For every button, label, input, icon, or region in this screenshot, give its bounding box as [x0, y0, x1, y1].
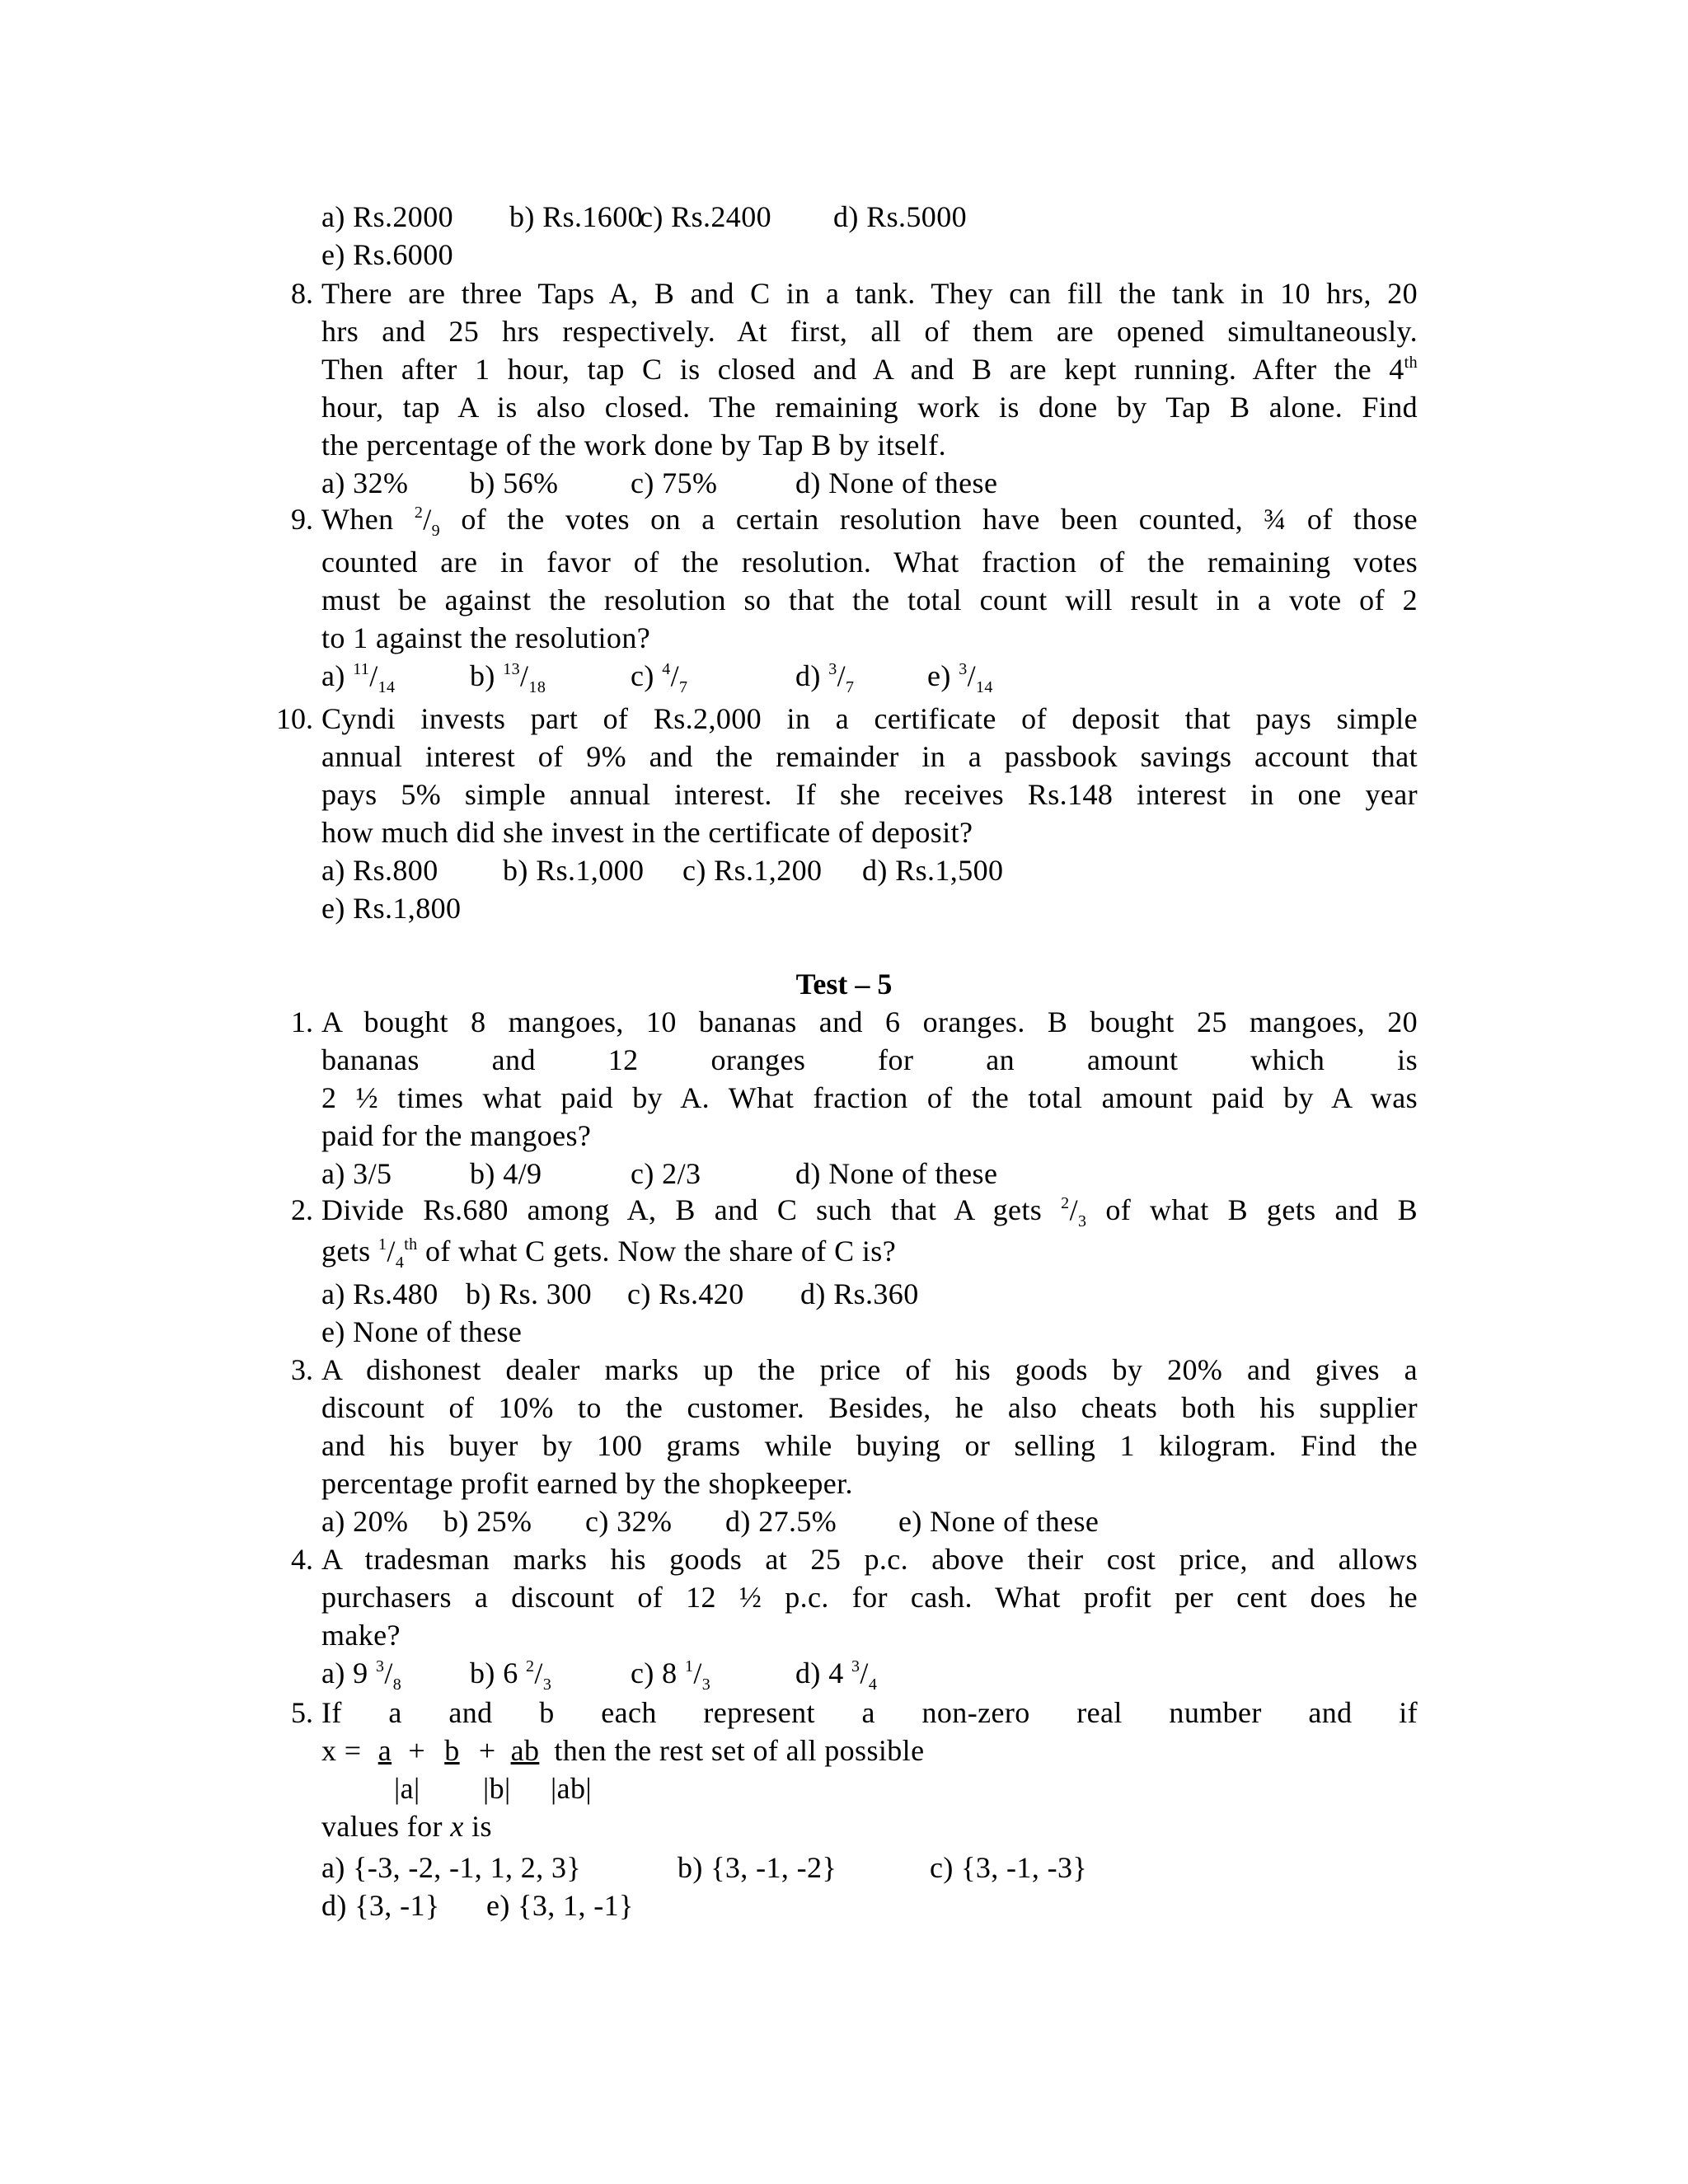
question-text: If a and b each represent a non-zero real number and if: [321, 1696, 1418, 1729]
question-number: 2.: [291, 1193, 313, 1226]
denominator-a: |a|: [394, 1772, 420, 1805]
question-text: discount of 10% to the customer. Besides, he also cheats both his supplier: [321, 1391, 1418, 1424]
option-b: b) $^{13}/_{18}$: [470, 659, 546, 696]
question-text: Then after 1 hour, tap C is closed and A and B are kept running. After the 4th: [321, 353, 1418, 386]
option-d: d) None of these: [795, 466, 998, 499]
option-d: d) Rs.5000: [833, 200, 968, 233]
question-text: to 1 against the resolution?: [321, 621, 651, 654]
option-a: a) Rs.480: [321, 1277, 438, 1310]
options-line: [321, 1275, 1418, 1313]
question-text: A tradesman marks his goods at 25 p.c. above their cost price, and allows: [321, 1543, 1418, 1576]
question-number: 5.: [291, 1696, 313, 1729]
question-text: A dishonest dealer marks up the price of his goods by 20% and gives a: [321, 1353, 1418, 1386]
options-line: [321, 657, 1418, 695]
denominator-b: |b|: [483, 1772, 511, 1805]
option-c: c) 75%: [631, 466, 718, 499]
option-b: b) 56%: [470, 466, 559, 499]
question-number: 4.: [291, 1543, 313, 1576]
equation-denominators: [394, 1769, 1490, 1807]
option-c: c) 8 $^1/_3$: [631, 1657, 711, 1694]
question-text: percentage profit earned by the shopkeeper.: [321, 1467, 853, 1500]
question-text: purchasers a discount of 12 ½ p.c. for cash. What profit per cent does he: [321, 1581, 1418, 1614]
question-text: how much did she invest in the certificate of deposit?: [321, 816, 973, 849]
option-a: a) 20%: [321, 1505, 409, 1538]
option-a: a) Rs.2000: [321, 200, 453, 233]
option-e: e) None of these: [898, 1505, 1100, 1538]
option-e: e) Rs.1,800: [321, 892, 462, 925]
question-text: make?: [321, 1619, 401, 1652]
option-e: e) Rs.6000: [321, 238, 453, 271]
question-text: There are three Taps A, B and C in a tank. They can fill the tank in 10 hrs, 20: [321, 277, 1418, 310]
option-b: b) {3, -1, -2}: [678, 1851, 837, 1884]
options-line: [321, 1502, 1418, 1540]
option-a: a) 9 $^3/_8$: [321, 1657, 402, 1694]
question-text: hour, tap A is also closed. The remaining work is done by Tap B alone. Find: [321, 391, 1418, 424]
option-d: d) {3, -1}: [321, 1889, 440, 1922]
q7-options-line: [321, 198, 1418, 236]
options-line: [321, 1654, 1418, 1692]
option-c: c) Rs.420: [627, 1277, 744, 1310]
option-d: d) 4 $^3/_4$: [795, 1657, 878, 1694]
option-e: e) {3, 1, -1}: [486, 1889, 634, 1922]
question-text: must be against the resolution so that the total count will result in a vote of 2: [321, 583, 1418, 616]
option-c: c) {3, -1, -3}: [930, 1851, 1088, 1884]
question-text: A bought 8 mangoes, 10 bananas and 6 oranges. B bought 25 mangoes, 20: [321, 1005, 1418, 1038]
options-line: [321, 1155, 1418, 1193]
question-number: 9.: [291, 503, 313, 536]
option-b: b) Rs.1,000: [503, 854, 645, 887]
section-heading: Test – 5: [795, 968, 893, 1001]
question-text: pays 5% simple annual interest. If she receives Rs.148 interest in one year: [321, 778, 1418, 811]
option-c: c) Rs.2400: [640, 200, 771, 233]
option-b: b) 4/9: [470, 1157, 542, 1190]
option-c: c) 2/3: [631, 1157, 701, 1190]
question-text: hrs and 25 hrs respectively. At first, all of them are opened simultaneously.: [321, 315, 1418, 348]
options-line: [321, 1886, 1418, 1924]
question-number: 1.: [291, 1005, 313, 1038]
option-d: d) $^3/_7$: [795, 659, 855, 696]
options-line: [321, 464, 1418, 502]
option-e: e) $^3/_{14}$: [927, 659, 993, 696]
option-e: e) None of these: [321, 1315, 523, 1348]
option-a: a) {-3, -2, -1, 1, 2, 3}: [321, 1851, 582, 1884]
question-text: annual interest of 9% and the remainder in a passbook savings account that: [321, 740, 1418, 773]
option-d: d) Rs.360: [800, 1277, 919, 1310]
option-d: d) None of these: [795, 1157, 998, 1190]
question-text: the percentage of the work done by Tap B by itself.: [321, 429, 946, 462]
question-text: Cyndi invests part of Rs.2,000 in a certificate of deposit that pays simple: [321, 702, 1418, 735]
question-text: and his buyer by 100 grams while buying or selling 1 kilogram. Find the: [321, 1429, 1418, 1462]
option-b: b) 6 $^2/_3$: [470, 1657, 552, 1694]
equation-line: x = a + b + ab then the rest set of all possible: [321, 1734, 925, 1767]
option-c: c) Rs.1,200: [682, 854, 823, 887]
option-a: a) Rs.800: [321, 854, 438, 887]
question-text: paid for the mangoes?: [321, 1119, 592, 1152]
question-text: bananas and 12 oranges for an amount which is: [321, 1043, 1418, 1076]
option-c: c) $^4/_7$: [631, 659, 688, 696]
option-d: d) Rs.1,500: [862, 854, 1004, 887]
option-d: d) 27.5%: [725, 1505, 837, 1538]
options-line: [321, 851, 1418, 889]
question-number: 10.: [276, 702, 313, 735]
question-text: values for x is: [321, 1810, 492, 1843]
option-a: a) 32%: [321, 466, 409, 499]
question-text: counted are in favor of the resolution. What fraction of the remaining votes: [321, 546, 1418, 579]
option-a: a) $^{11}/_{14}$: [321, 659, 396, 696]
question-text: 2 ½ times what paid by A. What fraction of the total amount paid by A was: [321, 1081, 1418, 1114]
option-c: c) 32%: [585, 1505, 673, 1538]
option-b: b) Rs. 300: [466, 1277, 593, 1310]
question-text: When $^2/_9$ of the votes on a certain resolution have been counted, ¾ of those: [321, 503, 1418, 540]
option-b: b) Rs.1600: [509, 200, 644, 233]
question-text: Divide Rs.680 among A, B and C such that A gets $^2/_3$ of what B gets and B: [321, 1193, 1418, 1230]
question-text: gets $^1/_4^{th}$ of what C gets. Now the share of C is?: [321, 1235, 897, 1272]
options-line: [321, 1849, 1418, 1886]
denominator-ab: |ab|: [551, 1772, 592, 1805]
question-number: 3.: [291, 1353, 313, 1386]
question-number: 8.: [291, 277, 313, 310]
option-a: a) 3/5: [321, 1157, 392, 1190]
option-b: b) 25%: [443, 1505, 532, 1538]
